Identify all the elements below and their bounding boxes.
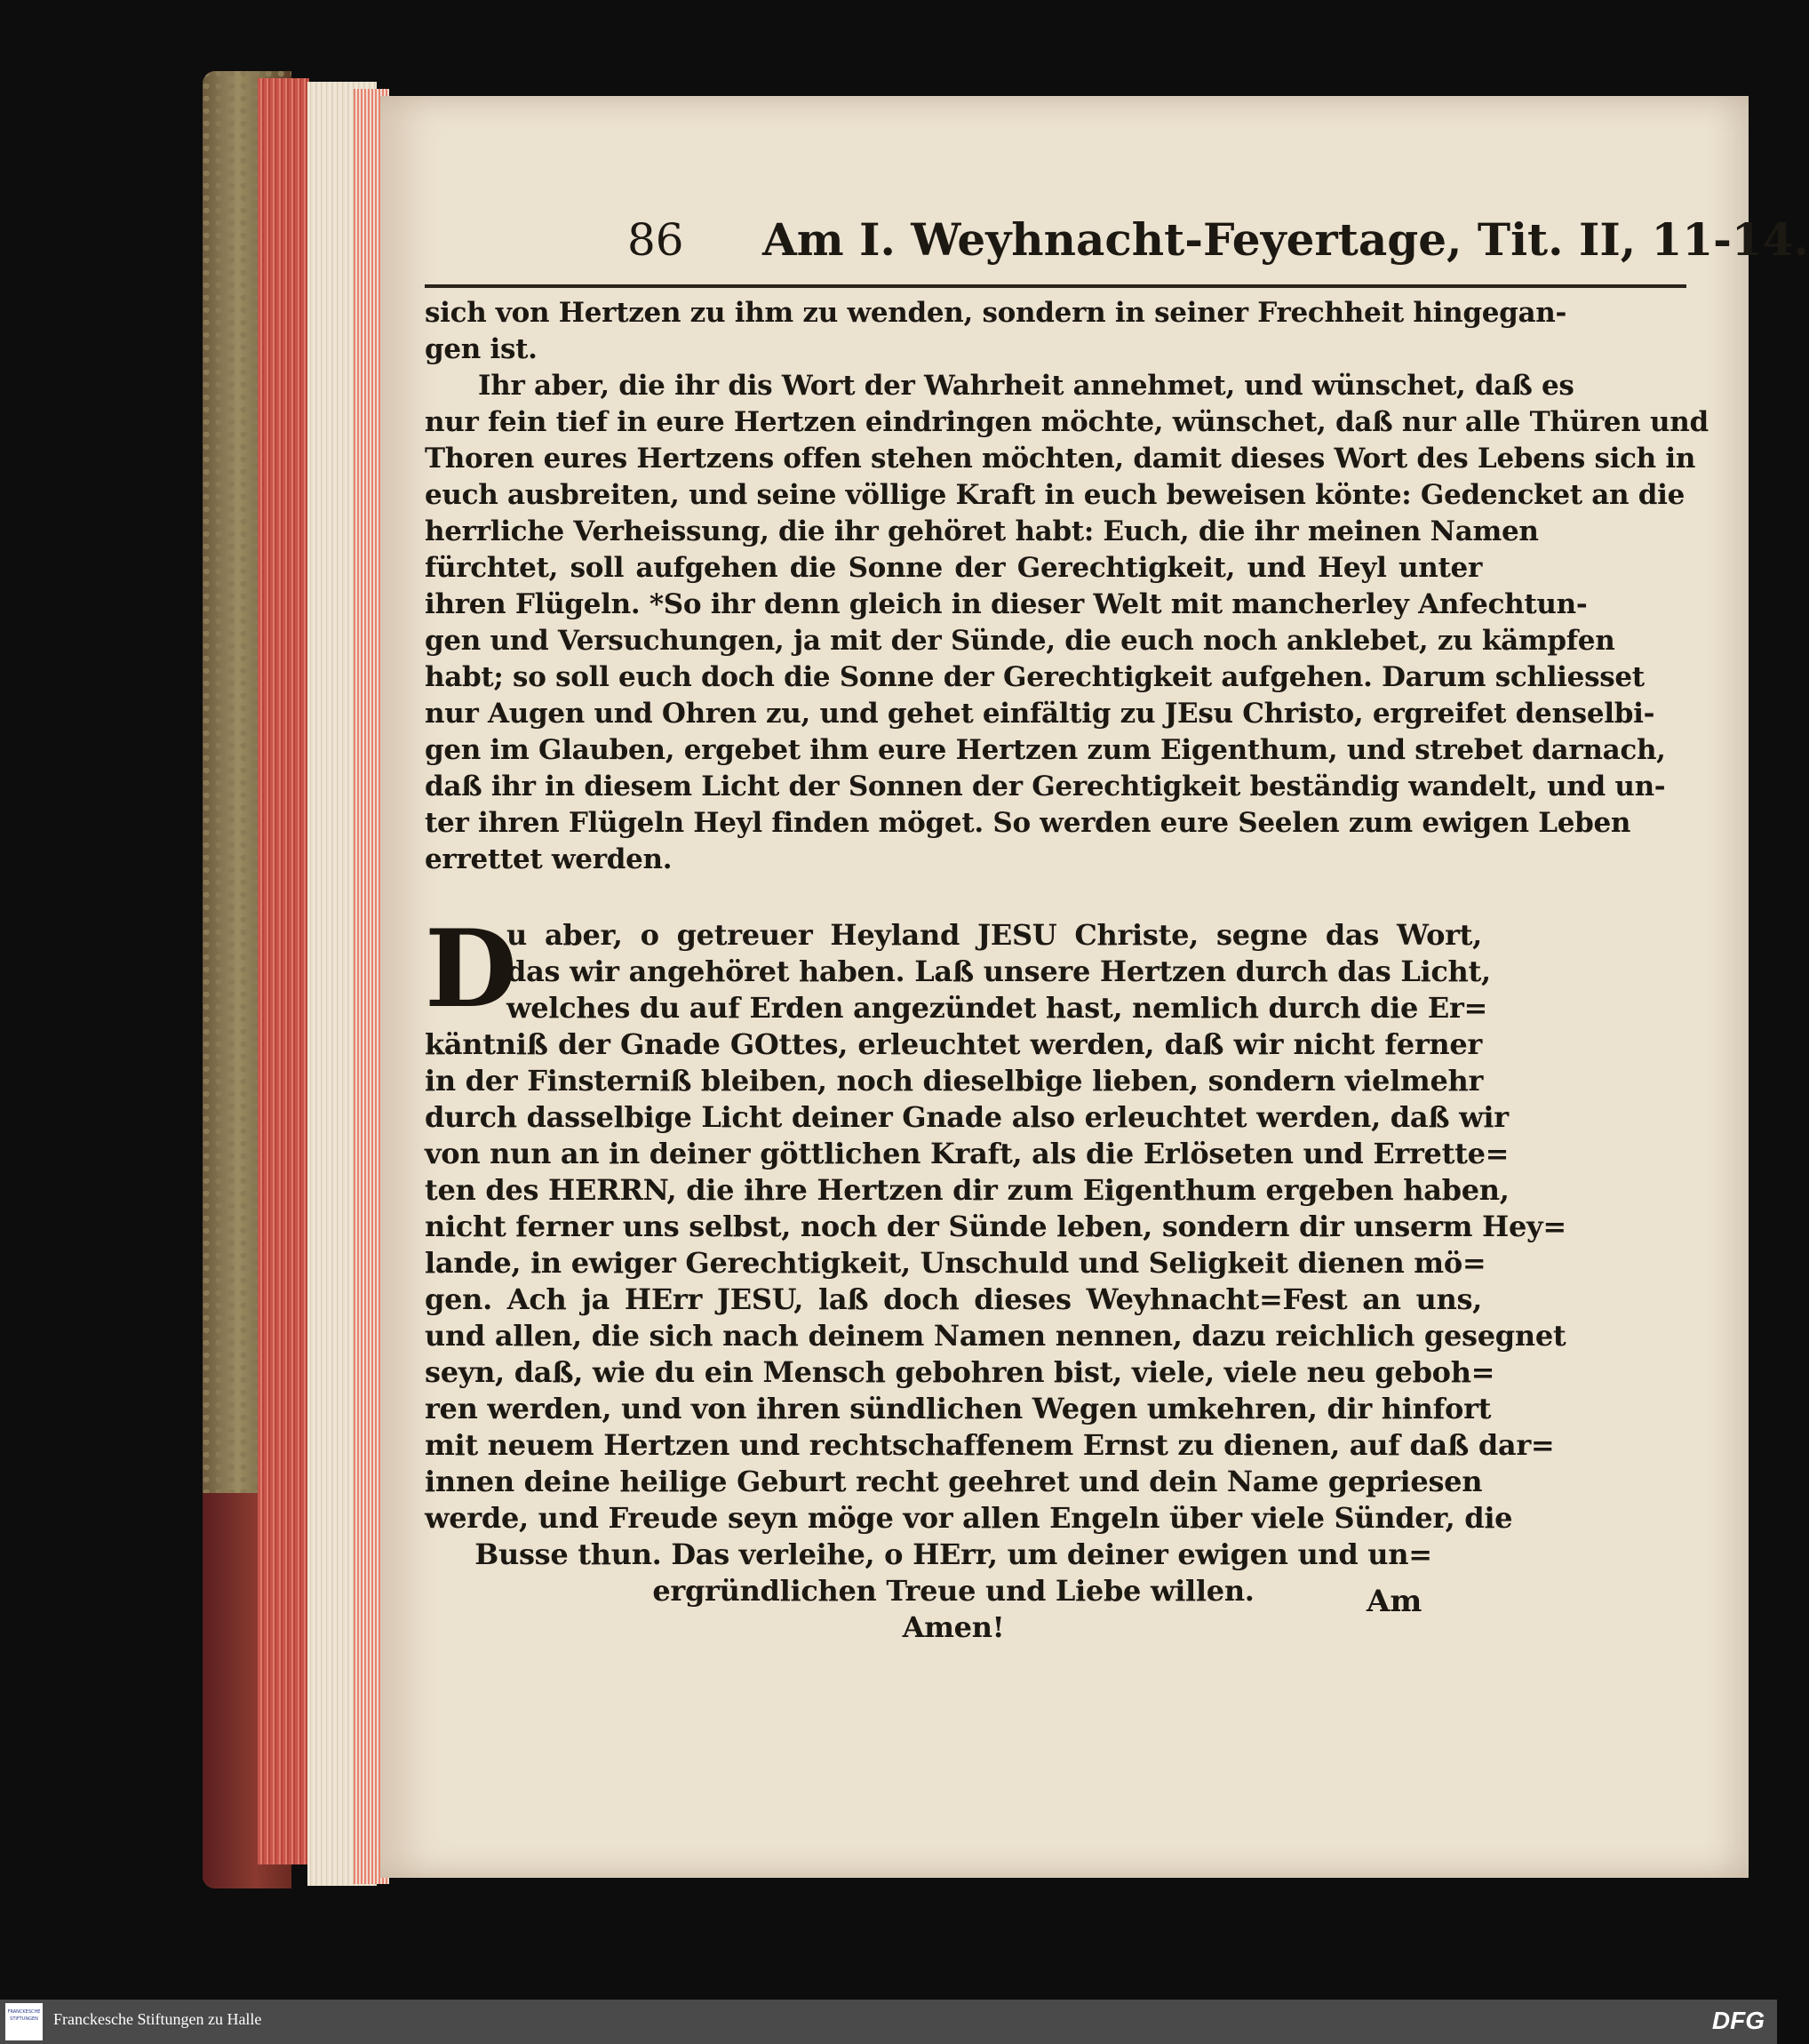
- text-line: gen und Versuchungen, ja mit der Sünde, die euch noch anklebet, zu kämpfen: [425, 625, 1615, 657]
- page-edges-red: [258, 78, 309, 1864]
- text-line: Thoren eures Hertzens offen stehen möchten, damit dieses Wort des Lebens sich in: [425, 443, 1696, 475]
- prayer-line: gen. Ach ja HErr JESU, laß doch dieses Weyhnacht=Fest an uns,: [425, 1282, 1482, 1316]
- prayer-line: ergründlichen Treue und Liebe willen.: [652, 1574, 1255, 1608]
- prayer-line: mit neuem Hertzen und rechtschaffenem Ernst zu dienen, auf daß dar=: [425, 1428, 1555, 1462]
- prayer-line: und allen, die sich nach deinem Namen nennen, dazu reichlich gesegnet: [425, 1319, 1566, 1353]
- text-line: ihren Flügeln. *So ihr denn gleich in dieser Welt mit mancherley Anfechtun-: [425, 588, 1588, 620]
- closing-prayer: [425, 906, 1566, 1646]
- amen: Amen!: [902, 1610, 1005, 1644]
- footer-bar: [0, 2000, 1777, 2044]
- page-number: 86: [627, 214, 684, 266]
- prayer-line: das wir angehöret haben. Laß unsere Hertzen durch das Licht,: [506, 954, 1491, 988]
- prayer-line: in der Finsterniß bleiben, noch dieselbige lieben, sondern vielmehr: [425, 1064, 1484, 1098]
- text-line: nur fein tief in eure Hertzen eindringen möchte, wünschet, daß nur alle Thüren und: [425, 406, 1709, 438]
- text-line: ter ihren Flügeln Heyl finden möget. So werden eure Seelen zum ewigen Leben: [425, 807, 1631, 839]
- prayer-line: Busse thun. Das verleihe, o HErr, um deiner ewigen und un=: [474, 1537, 1432, 1571]
- prayer-line: von nun an in deiner göttlichen Kraft, als die Erlöseten und Errette=: [425, 1137, 1510, 1170]
- institution-logo[interactable]: FRANCKESCHE STIFTUNGEN: [5, 2003, 43, 2040]
- text-line: nur Augen und Ohren zu, und gehet einfältig zu JEsu Christo, ergreifet denselbi-: [425, 698, 1655, 730]
- page-header: [425, 213, 1809, 288]
- prayer-line: ren werden, und von ihren sündlichen Wegen umkehren, dir hinfort: [425, 1392, 1492, 1425]
- text-line: sich von Hertzen zu ihm zu wenden, sondern in seiner Frechheit hingegan-: [425, 297, 1567, 329]
- text-line: Ihr aber, die ihr dis Wort der Wahrheit annehmet, und wünschet, daß es: [478, 370, 1574, 402]
- text-line: habt; so soll euch doch die Sonne der Gerechtigkeit aufgehen. Darum schliesset: [425, 661, 1645, 693]
- prayer-line: käntniß der Gnade GOttes, erleuchtet werden, daß wir nicht ferner: [425, 1027, 1482, 1061]
- text-line: gen ist.: [425, 333, 538, 365]
- catchword: Am: [1367, 1584, 1422, 1619]
- text-line: daß ihr in diesem Licht der Sonnen der Gerechtigkeit beständig wandelt, und un-: [425, 770, 1666, 802]
- prayer-line: nicht ferner uns selbst, noch der Sünde leben, sondern dir unserm Hey=: [425, 1210, 1566, 1243]
- prayer-line: durch dasselbige Licht deiner Gnade also erleuchtet werden, daß wir: [425, 1100, 1509, 1134]
- prayer-line: ten des HERRN, die ihre Hertzen dir zum Eigenthum ergeben haben,: [425, 1173, 1510, 1207]
- running-title: Am I. Weyhnacht-Feyertage, Tit. II, 11-14.: [762, 213, 1809, 266]
- prayer-line: innen deine heilige Geburt recht geehret und dein Name gepriesen: [425, 1465, 1483, 1498]
- prayer-line: lande, in ewiger Gerechtigkeit, Unschuld und Seligkeit dienen mö=: [425, 1246, 1486, 1280]
- prayer-line: u aber, o getreuer Heyland JESU Christe, segne das Wort,: [506, 918, 1482, 952]
- sermon-body: [425, 295, 1709, 878]
- dfg-logo[interactable]: DFG: [1711, 2007, 1765, 2034]
- drop-cap: D: [425, 906, 518, 1032]
- prayer-line: seyn, daß, wie du ein Mensch gebohren bist, viele, viele neu geboh=: [425, 1355, 1495, 1389]
- prayer-line: werde, und Freude seyn möge vor allen Engeln über viele Sünder, die: [425, 1501, 1513, 1535]
- text-line: gen im Glauben, ergebet ihm eure Hertzen zum Eigenthum, und strebet darnach,: [425, 734, 1666, 766]
- text-line: errettet werden.: [425, 843, 673, 875]
- institution-name[interactable]: Franckesche Stiftungen zu Halle: [53, 2010, 262, 2028]
- text-line: herrliche Verheissung, die ihr gehöret habt: Euch, die ihr meinen Namen: [425, 515, 1539, 547]
- prayer-line: welches du auf Erden angezündet hast, nemlich durch die Er=: [506, 991, 1488, 1025]
- text-line: euch ausbreiten, und seine völlige Kraft in euch beweisen könte: Gedencket an die: [425, 479, 1685, 511]
- text-line: fürchtet, soll aufgehen die Sonne der Gerechtigkeit, und Heyl unter: [425, 552, 1482, 584]
